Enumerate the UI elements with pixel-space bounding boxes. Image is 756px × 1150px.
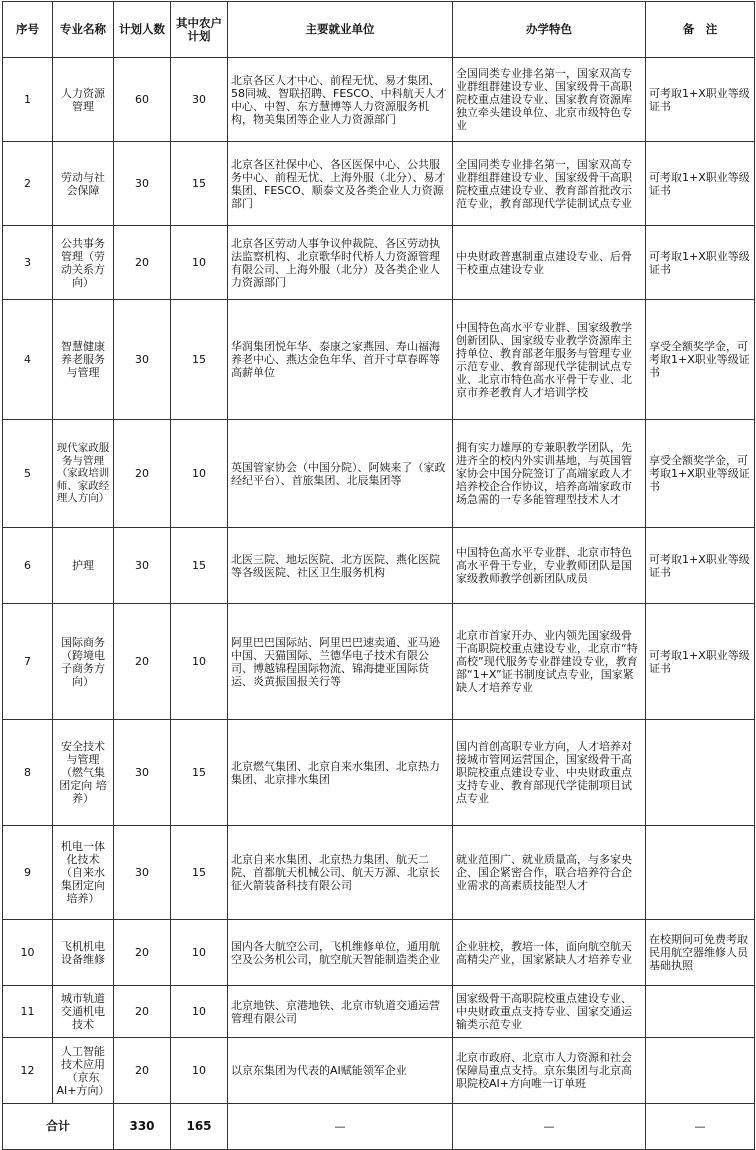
cell-seq: 12 — [3, 1038, 53, 1104]
cell-plan: 20 — [114, 1038, 171, 1104]
cell-plan: 20 — [114, 604, 171, 720]
cell-features: 中央财政普惠制重点建设专业、后骨干校重点建设专业 — [453, 226, 646, 300]
cell-rural: 10 — [171, 920, 228, 986]
cell-remarks — [646, 826, 755, 920]
header-employers: 主要就业单位 — [228, 2, 453, 58]
cell-employers: 北京各区劳动人事争议仲裁院、各区劳动执法监察机构、北京歌华时代桥人力资源管理有限公司、上海外服（北分）及各类企业人力资源部门 — [228, 226, 453, 300]
table-row — [3, 1038, 755, 1104]
cell-features: 中国特色高水平专业群、国家级教学创新团队、国家级专业教学资源库主持单位、教育部老年服务与管理专业示范专业、教育部现代学徒制试点专业、北京市特色高水平骨干专业、北京市养老教育人才培训学校 — [453, 300, 646, 420]
cell-major: 公共事务管理（劳动关系方向） — [53, 226, 114, 300]
cell-remarks: 可考取1+X职业等级证书 — [646, 58, 755, 142]
cell-rural: 10 — [171, 226, 228, 300]
table-row — [3, 720, 755, 826]
total-rural: 165 — [171, 1104, 228, 1150]
cell-seq: 2 — [3, 142, 53, 226]
cell-seq: 6 — [3, 528, 53, 604]
total-features: — — [453, 1104, 646, 1150]
cell-employers: 英国管家协会（中国分院）、阿姨来了（家政经纪平台）、首旅集团、北辰集团等 — [228, 420, 453, 528]
table-row — [3, 826, 755, 920]
cell-plan: 30 — [114, 826, 171, 920]
cell-plan: 60 — [114, 58, 171, 142]
cell-remarks — [646, 1038, 755, 1104]
cell-seq: 4 — [3, 300, 53, 420]
cell-remarks — [646, 720, 755, 826]
cell-features: 就业范围广、就业质量高，与多家央企、国企紧密合作，联合培养符合企业需求的高素质技能型人才 — [453, 826, 646, 920]
cell-major: 机电一体化技术（自来水集团定向培养） — [53, 826, 114, 920]
table-row — [3, 604, 755, 720]
cell-features: 国内首创高职专业方向，人才培养对接城市管网运营国企，国家级骨干高职院校重点建设专业、中央财政重点支持专业、教育部现代学徒制项目试点专业 — [453, 720, 646, 826]
total-employers: — — [228, 1104, 453, 1150]
cell-plan: 20 — [114, 226, 171, 300]
total-label: 合计 — [3, 1104, 114, 1150]
cell-rural: 15 — [171, 300, 228, 420]
table-row — [3, 142, 755, 226]
cell-plan: 30 — [114, 528, 171, 604]
cell-rural: 15 — [171, 528, 228, 604]
cell-features: 拥有实力雄厚的专兼职教学团队，先进齐全的校内外实训基地，与英国管家协会中国分院签订了高端家政人才培养校企合作协议，培养高端家政市场急需的一专多能管理型技术人才 — [453, 420, 646, 528]
table-row — [3, 226, 755, 300]
cell-employers: 北京自来水集团、北京热力集团、航天二院、首都航天机械公司、航天万源、北京长征火箭装备科技有限公司 — [228, 826, 453, 920]
cell-rural: 15 — [171, 142, 228, 226]
cell-major: 飞机机电设备维修 — [53, 920, 114, 986]
total-plan: 330 — [114, 1104, 171, 1150]
cell-employers: 阿里巴巴国际站、阿里巴巴速卖通、亚马逊中国、天猫国际、兰德华电子技术有限公司、博越锦程国际物流、锦海捷亚国际货运、炎黄振国报关行等 — [228, 604, 453, 720]
cell-employers: 北京地铁、京港地铁、北京市轨道交通运营管理有限公司 — [228, 986, 453, 1038]
table-row — [3, 920, 755, 986]
cell-employers: 北京各区社保中心、各区医保中心、公共服务中心、前程无忧、上海外服（北分）、易才集团、FESCO、顺泰文及各类企业人力资源部门 — [228, 142, 453, 226]
cell-major: 城市轨道交通机电技术 — [53, 986, 114, 1038]
cell-remarks: 可考取1+X职业等级证书 — [646, 142, 755, 226]
enrollment-plan-table — [2, 1, 755, 1150]
header-features: 办学特色 — [453, 2, 646, 58]
cell-rural: 10 — [171, 1038, 228, 1104]
cell-remarks: 享受全额奖学金，可考取1+X职业等级证书 — [646, 300, 755, 420]
cell-employers: 国内各大航空公司，飞机维修单位，通用航空及公务机公司，航空航天智能制造类企业 — [228, 920, 453, 986]
cell-seq: 5 — [3, 420, 53, 528]
cell-major: 护理 — [53, 528, 114, 604]
cell-remarks: 可考取1+X职业等级证书 — [646, 528, 755, 604]
cell-employers: 北京各区人才中心、前程无忧、易才集团、58同城、智联招聘、FESCO、中科航天人才中心、中智、东方慧博等人力资源服务机构，物美集团等企业人力资源部门 — [228, 58, 453, 142]
header-seq: 序号 — [3, 2, 53, 58]
cell-features: 中国特色高水平专业群、北京市特色高水平骨干专业，专业教师团队是国家级教师教学创新团队成员 — [453, 528, 646, 604]
cell-employers: 华润集团悦年华、泰康之家燕园、寿山福海养老中心、燕达金色年华、首开寸草春晖等高薪单位 — [228, 300, 453, 420]
header-rural: 其中农户计划 — [171, 2, 228, 58]
cell-remarks — [646, 986, 755, 1038]
table-row — [3, 528, 755, 604]
cell-employers: 北医三院、地坛医院、北方医院、燕化医院等各级医院、社区卫生服务机构 — [228, 528, 453, 604]
cell-seq: 10 — [3, 920, 53, 986]
cell-plan: 30 — [114, 142, 171, 226]
cell-remarks: 可考取1+X职业等级证书 — [646, 226, 755, 300]
cell-rural: 10 — [171, 986, 228, 1038]
total-row — [3, 1104, 755, 1150]
cell-rural: 10 — [171, 604, 228, 720]
cell-plan: 20 — [114, 420, 171, 528]
cell-rural: 10 — [171, 420, 228, 528]
cell-remarks: 在校期间可免费考取民用航空器维修人员基础执照 — [646, 920, 755, 986]
cell-plan: 20 — [114, 986, 171, 1038]
cell-seq: 9 — [3, 826, 53, 920]
header-plan: 计划人数 — [114, 2, 171, 58]
cell-major: 现代家政服务与管理（家政培训师、家政经理人方向） — [53, 420, 114, 528]
cell-seq: 7 — [3, 604, 53, 720]
cell-seq: 11 — [3, 986, 53, 1038]
cell-plan: 30 — [114, 720, 171, 826]
header-major: 专业名称 — [53, 2, 114, 58]
total-remarks: — — [646, 1104, 755, 1150]
cell-major: 安全技术与管理（燃气集团定向 培养） — [53, 720, 114, 826]
cell-remarks: 可考取1+X职业等级证书 — [646, 604, 755, 720]
cell-plan: 20 — [114, 920, 171, 986]
cell-major: 智慧健康养老服务与管理 — [53, 300, 114, 420]
cell-seq: 3 — [3, 226, 53, 300]
cell-seq: 1 — [3, 58, 53, 142]
cell-features: 北京市政府、北京市人力资源和社会保障局重点支持。京东集团与北京高职院校AI+方向唯一订单班 — [453, 1038, 646, 1104]
cell-rural: 15 — [171, 720, 228, 826]
table-row — [3, 420, 755, 528]
table-row — [3, 300, 755, 420]
cell-major: 劳动与社会保障 — [53, 142, 114, 226]
cell-major: 人力资源管理 — [53, 58, 114, 142]
cell-rural: 30 — [171, 58, 228, 142]
cell-employers: 北京燃气集团、北京自来水集团、北京热力集团、北京排水集团 — [228, 720, 453, 826]
cell-rural: 15 — [171, 826, 228, 920]
cell-features: 全国同类专业排名第一，国家双高专业群组群建设专业、国家级骨干高职院校重点建设专业、国家教育资源库独立牵头建设单位、北京市级特色专业 — [453, 58, 646, 142]
cell-remarks: 享受全额奖学金，可考取1+X职业等级证书 — [646, 420, 755, 528]
cell-employers: 以京东集团为代表的AI赋能领军企业 — [228, 1038, 453, 1104]
table-row — [3, 58, 755, 142]
cell-features: 北京市首家开办、业内领先国家级骨干高职院校重点建设专业，北京市“特高校”现代服务专业群建设专业，教育部“1+X”证书制度试点专业，国家紧缺人才培养专业 — [453, 604, 646, 720]
table-row — [3, 986, 755, 1038]
cell-features: 企业驻校，教培一体，面向航空航天高精尖产业，国家紧缺人才培养专业 — [453, 920, 646, 986]
cell-major: 人工智能技术应用（京东AI+方向） — [53, 1038, 114, 1104]
cell-plan: 30 — [114, 300, 171, 420]
cell-features: 国家级骨干高职院校重点建设专业、中央财政重点支持专业、国家交通运输类示范专业 — [453, 986, 646, 1038]
cell-major: 国际商务（跨境电子商务方向） — [53, 604, 114, 720]
header-row — [3, 2, 755, 58]
cell-seq: 8 — [3, 720, 53, 826]
cell-features: 全国同类专业排名第一，国家双高专业群组群建设专业、国家级骨干高职院校重点建设专业、教育部首批改示范专业，教育部现代学徒制试点专业 — [453, 142, 646, 226]
header-remarks: 备 注 — [646, 2, 755, 58]
